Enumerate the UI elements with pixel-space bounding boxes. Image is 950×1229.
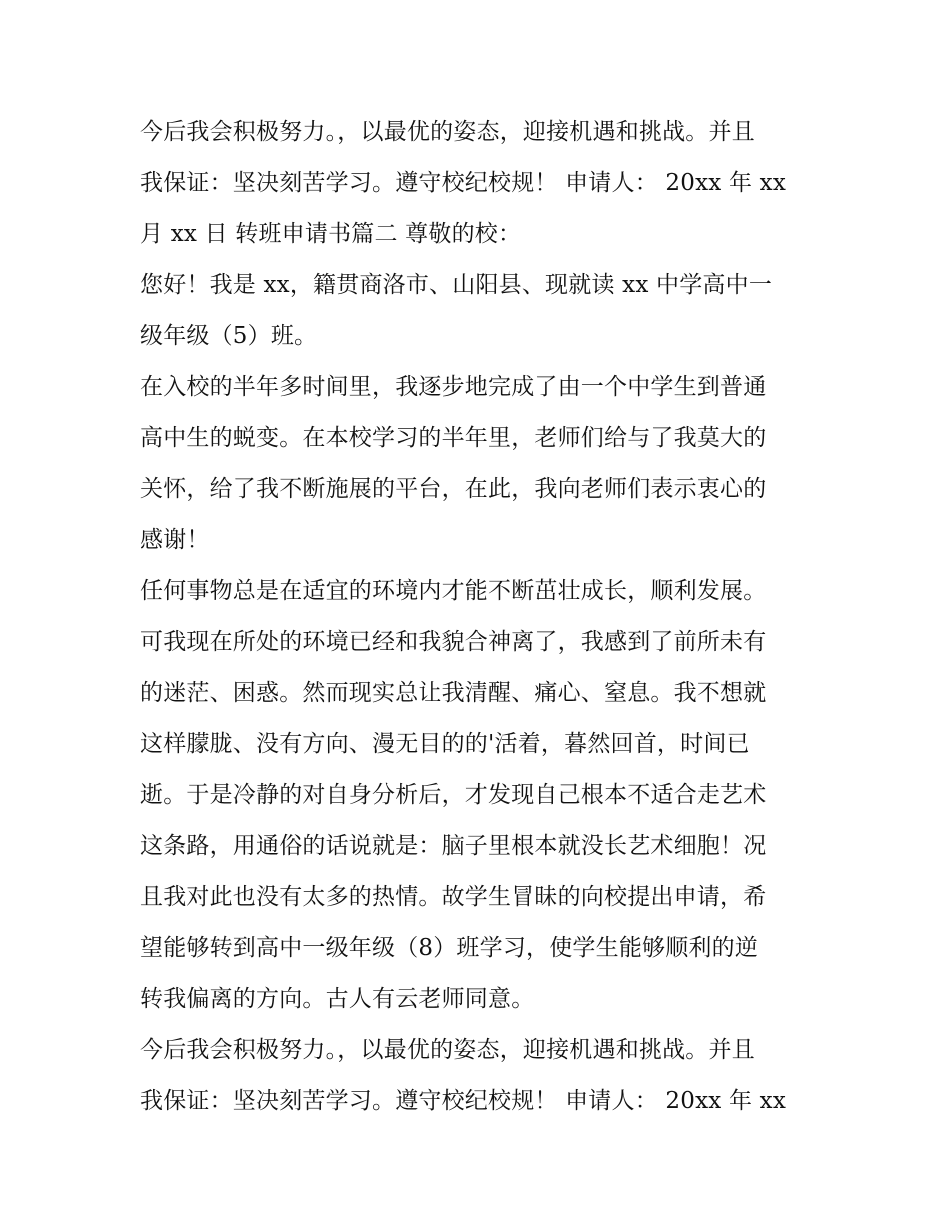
text-line: 关怀，给了我不断施展的平台，在此，我向老师们表示衷心的 [140,476,767,502]
text-line: 高中生的蜕变。在本校学习的半年里，老师们给与了我莫大的 [140,425,767,451]
text-line: 月 xx 日 转班申请书篇二 尊敬的校： [140,221,522,247]
document-body [140,107,820,1127]
text-line: 可我现在所处的环境已经和我貌合神离了，我感到了前所未有 [140,629,767,655]
text-line: 望能够转到高中一级年级（8）班学习，使学生能够顺利的逆 [140,935,759,961]
text-line: 这条路，用通俗的话说就是：脑子里根本就没长艺术细胞！况 [140,833,767,859]
text-line: 转我偏离的方向。古人有云老师同意。 [140,986,535,1012]
text-line: 这样朦胧、没有方向、漫无目的的'活着，暮然回首，时间已 [140,731,750,757]
text-line: 任何事物总是在适宜的环境内才能不断茁壮成长，顺利发展。 [140,578,767,604]
text-line: 在入校的半年多时间里，我逐步地完成了由一个中学生到普通 [140,374,767,400]
text-line: 且我对此也没有太多的热情。故学生冒昧的向校提出申请，希 [140,884,767,910]
text-line: 的迷茫、困惑。然而现实总让我清醒、痛心、窒息。我不想就 [140,680,767,706]
text-line: 我保证：坚决刻苦学习。遵守校纪校规！ 申请人： 20xx 年 xx [140,1088,786,1114]
text-line: 级年级（5）班。 [140,323,318,349]
text-line: 逝。于是冷静的对自身分析后，才发现自己根本不适合走艺术 [140,782,767,808]
text-line: 今后我会积极努力。，以最优的姿态，迎接机遇和挑战。并且 [140,119,755,145]
text-line: 您好！我是 xx，籍贯商洛市、山阳县、现就读 xx 中学高中一 [140,272,773,298]
text-line: 感谢！ [140,527,210,553]
text-line: 我保证：坚决刻苦学习。遵守校纪校规！ 申请人： 20xx 年 xx [140,170,786,196]
text-line: 今后我会积极努力。，以最优的姿态，迎接机遇和挑战。并且 [140,1037,755,1063]
